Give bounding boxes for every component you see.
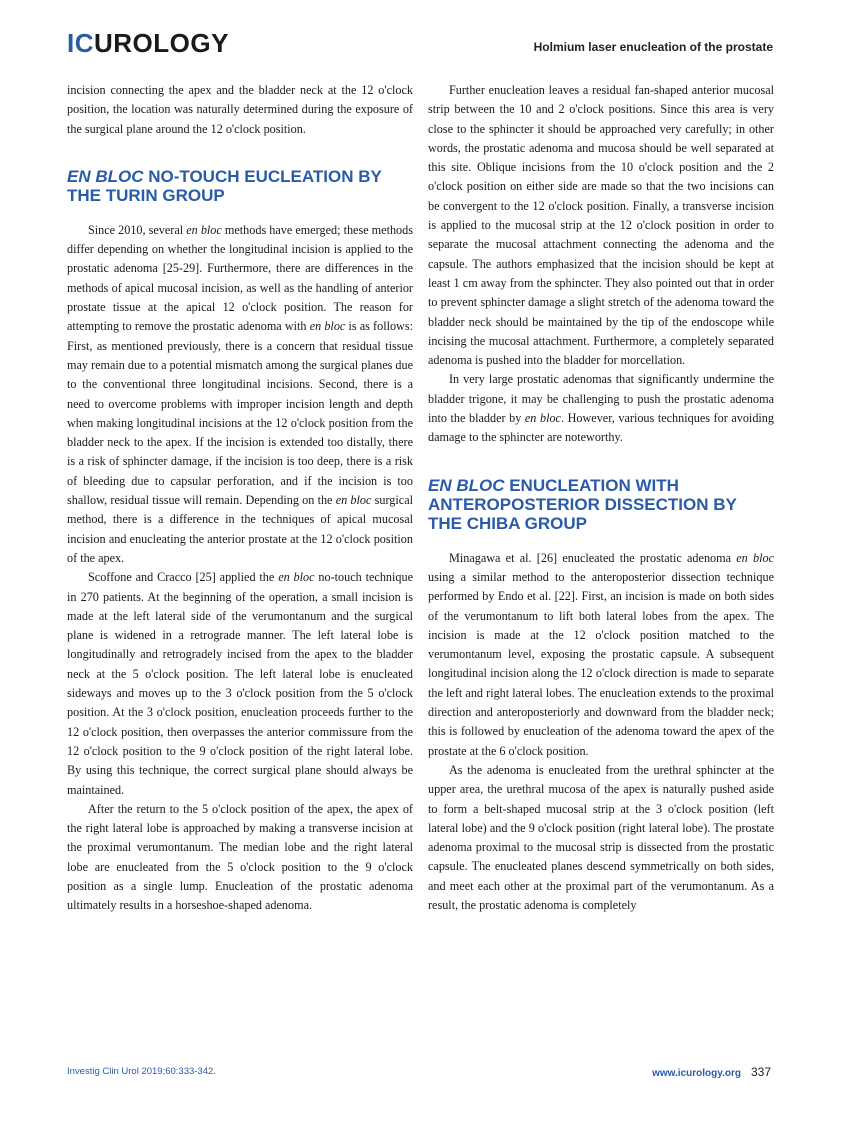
paragraph: As the adenoma is enucleated from the urethral sphincter at the upper area, the urethral mucosa of the apex is naturally pushed aside to form a belt-shaped mucosal strip at the 3 o'clock position (left lateral lobe) and the 9 o'clock position (right lateral lobe). The prostate adenoma proximal to the mucosal strip is dissected from the prostatic capsule. The enucleated planes descend symmetrically on both sides, and meet each other at the proximal part of the verumontanum. As a result, the prostatic adenoma is completely (428, 762, 774, 912)
paragraph (67, 221, 413, 568)
section-heading-turin (67, 167, 413, 205)
text-run: methods have emerged; these methods differ depending on whether the longitudinal incision is applied to the prostatic adenoma [25-29]. Furthermore, there are differences in the methods of apical mucosal incision, as well as the handling of anterior prostate tissue at the apical 12 o'clock position. The reason for attempting to remove the prostatic adenoma with (67, 222, 413, 334)
text-run: Since 2010, several (88, 222, 187, 237)
heading-italic: EN BLOC (67, 166, 144, 186)
logo-ic: IC (67, 28, 94, 58)
footer-citation: Investig Clin Urol 2019;60:333-342. (67, 1066, 216, 1077)
italic-term: en bloc (335, 493, 372, 508)
text-run: Scoffone and Cracco [25] applied the (88, 570, 279, 585)
journal-url-link[interactable]: www.icurology.org (652, 1068, 741, 1079)
paragraph (428, 370, 774, 447)
running-title: Holmium laser enucleation of the prostate (533, 40, 773, 54)
heading-italic: EN BLOC (428, 475, 505, 495)
right-column (428, 81, 774, 915)
italic-term: en bloc (186, 222, 222, 237)
text-run: no-touch technique in 270 patients. At the beginning of the operation, a small incision is made at the left lateral side of the verumontanum and the surgical plane is widened in a retrograde manner. The left lateral lobe is longitudinally and retrogradely incised from the apex to the bladder neck at the 5 o'clock position. The left lateral lobe is enucleated sideways and moves up to the 3 o'clock position from the 5 o'clock position. At the 3 o'clock position, enucleation proceeds further to the 12 o'clock position, then overpasses the anterior commissure from the 12 o'clock position to the 9 o'clock position of the right lateral lobe. By using this technique, the correct surgical plane should always be maintained. (67, 570, 413, 797)
italic-term: en bloc (524, 411, 561, 426)
left-column (67, 81, 413, 916)
text-run: using a similar method to the anteroposterior dissection technique performed by Endo et al. [22]. First, an incision is made on both sides of the verumontanum to lift both lateral lobes from the apex. The incision is made at the 12 o'clock position matched to the verumontanum level, exposing the prostatic capsule. A subsequent longitudinal incision along the 12 o'clock direction is made to separate the left and right lateral lobes. The enucleation extends to the proximal direction and anteroposteriorly and downward from the bladder neck; this is followed by enucleation of the adenoma toward the apex of the prostate at the 6 o'clock position. (428, 569, 774, 758)
heading-text: NO-TOUCH EUCLEATION BY THE TURIN GROUP (67, 166, 382, 205)
text-run: In very large prostatic adenomas that significantly undermine the bladder trigone, it may be challenging to push the prostatic adenoma into the bladder by (428, 372, 774, 426)
paragraph (428, 549, 774, 761)
italic-term: en bloc (278, 570, 315, 585)
section-heading-chiba (428, 476, 774, 533)
text-run: is as follows: First, as mentioned previously, there is a concern that residual tissue may remain due to a potential mismatch among the surgical planes due to the conventional three longitudinal incisions. Second, there is a need to overcome problems with improper incision length and depth when making longitudinal incisions at the 12 o'clock position from the bladder neck to the apex. If the incision is extended too distally, there is a risk of sphincter damage, if the incision is too deep, there is a risk of bleeding due to capsular perforation, and if the incision is too shallow, residual tissue will remain. Depending on the (67, 319, 414, 508)
logo-urology: UROLOGY (94, 28, 229, 58)
text-run: surgical method, there is a difference in the techniques of apical mucosal incision and enucleating the anterior prostate at the 12 o'clock position of the apex. (67, 493, 413, 565)
paragraph: Further enucleation leaves a residual fan-shaped anterior mucosal strip between the 10 and 2 o'clock positions. Since this area is very close to the sphincter it should be approached very carefully; in other words, the prostatic adenoma and mucosa should be well separated at this site. Oblique incisions from the 10 o'clock position and the 2 o'clock position on either side are made so that the two incisions can be convergent to the 12 o'clock position. Finally, a transverse incision is applied to the mucosal strip at the 12 o'clock position in order to separate the mucosal attachment connecting the adenoma and the capsule. The authors emphasized that the incision should be kept at least 1 cm away from the sphincter. They also pointed out that in order to prevent sphincter damage a slight stretch of the adenoma toward the bladder neck should be maintained by the tip of the endoscope while incising the mucosal attachment. Furthermore, a completely separated adenoma is pushed into the bladder for morcellation. (428, 83, 774, 368)
journal-logo (67, 28, 229, 58)
continued-paragraph: incision connecting the apex and the bladder neck at the 12 o'clock position, the location was naturally determined during the exposure of the surgical plane around the 12 o'clock position. (67, 83, 413, 136)
heading-text: ENUCLEATION WITH ANTEROPOSTERIOR DISSECTION BY THE CHIBA GROUP (428, 475, 737, 533)
text-run: Minagawa et al. [26] enucleated the prostatic adenoma (449, 550, 737, 565)
footer-right (652, 1063, 771, 1081)
italic-term: en bloc (736, 550, 774, 565)
paragraph (67, 568, 413, 800)
text-run: . However, various techniques for avoiding damage to the sphincter are noteworthy. (428, 411, 774, 445)
paragraph: After the return to the 5 o'clock position of the apex, the apex of the right lateral lobe is approached by making a transverse incision at the proximal verumontanum. The median lobe and the right lateral lobe are enucleated from the 5 o'clock position to the 9 o'clock position as a single lump. Enucleation of the prostatic adenoma ultimately results in a horseshoe-shaped adenoma. (67, 801, 413, 913)
page-number: 337 (750, 1065, 771, 1079)
italic-term: en bloc (309, 319, 346, 334)
